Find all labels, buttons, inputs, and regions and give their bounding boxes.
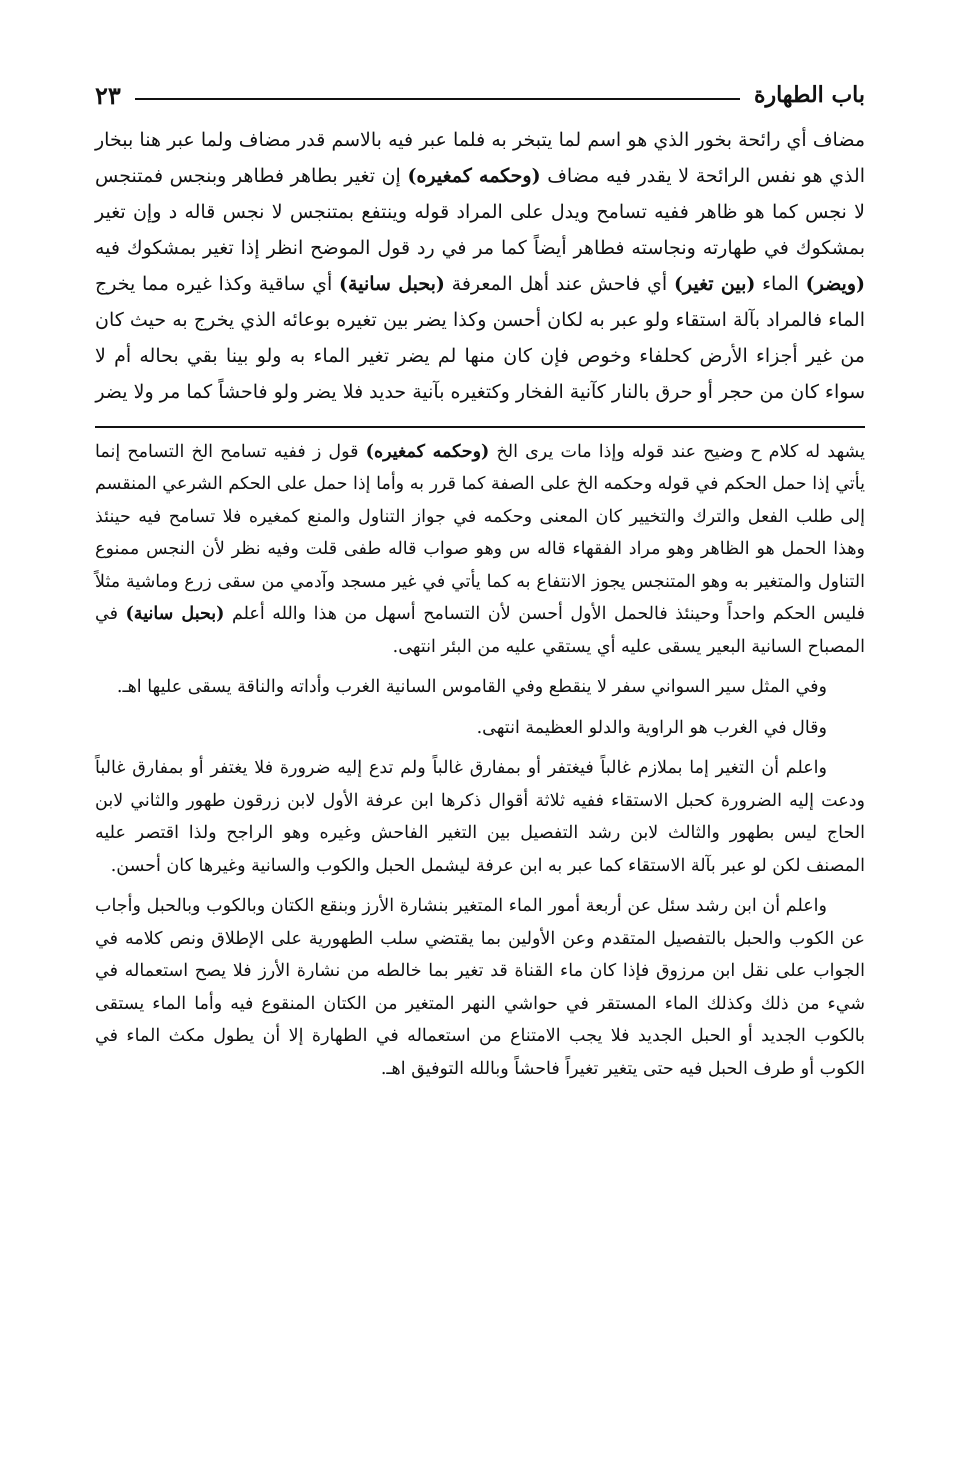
- text-segment: يشهد له كلام ح وضيح عند قوله وإذا مات يرى الخ: [489, 441, 865, 462]
- page-number: ٢٣: [95, 80, 121, 110]
- text-segment: قول ز ففيه تسامح الخ التسامح إنما يأتي إذا حمل الحكم في قوله وحكمه الخ على الصفة كما قرر به وأما إذا حمل على الحكم الشرعي المنقسم إلى طلب الفعل والترك والتخيير كان المعنى وحكمه في جواز التناول والمنع كمغيره فلا تسامح فيه حينئذ وهذا الحمل هو الظاهر وهو مراد الفقهاء قاله س وهو صواب قاله طفى قلت وفيه نظر لأن النجس ممنوع التناول والمتغير به وهو المتنجس يجوز الانتفاع به كما يأتي في غير مسجد وآدمي من سقى زرع وماشية مثلاً فليس الحكم واحداً وحينئذ فالحمل الأول أحسن لأن التسامح أسهل من هذا والله أعلم: [95, 441, 866, 625]
- book-page: [95, 78, 865, 1093]
- footnote-paragraph: واعلم أن ابن رشد سئل عن أربعة أمور الماء المتغير بنشارة الأرز وبنقع الكتان وبالكوب وبالحبل وأجاب عن الكوب والحبل بالتفصيل المتقدم وعن الأولين بما يقتضي سلب الطهورية على الإطلاق ونص كلامه في الجواب على نقل ابن مرزوق فإذا كان ماء القناة قد تغير بما خالطه من نشارة الأرز فلا يصح استعماله في شيء من ذلك وكذلك الماء المستقر في حواشي النهر المتغير من الكتان المنقوع فيه وأما الماء يستقى بالكوب الجديد أو الحبل الجديد فلا يجب الامتناع من استعماله في الطهارة إلا أن يطول مكث الماء في الكوب أو طرف الحبل فيه حتى يتغير تغيراً فاحشاً وبالله التوفيق اهـ.: [95, 896, 865, 1079]
- text-segment: إن تغير بطاهر فطاهر وبنجس فمتنجس لا نجس كما هو ظاهر ففيه تسامح ويدل على المراد قوله وينتفع بمتنجس لا نجس قاله د وإن تغير بمشكوك في طهارته ونجاسته فطاهر أيضاً كما مر في رد قول الموضح انظر إذا تغير بمشكوك فيه: [95, 165, 865, 259]
- chapter-title: باب الطهارة: [753, 82, 865, 108]
- text-segment: أي ساقية وكذا غيره مما يخرج الماء فالمراد بآلة استقاء ولو عبر به لكان أحسن وكذا يضر بين تغيره بوعائه الذي يخرج به حيث كان من غير أجزاء الأرض كحلفاء وخوص فإن كان منها لم يضر تغير الماء به ولو بينا بقي بحاله أم لا سواء كان من حجر أو حرق بالنار كآنية الفخار وكتغيره بآنية حديد فلا يضر ولو فاحشاً كما مر ولا يضر: [95, 273, 865, 403]
- text-segment: مضاف أي رائحة بخور الذي هو اسم لما يتبخر به فلما عبر فيه بالاسم قدر مضاف ولما عبر هنا ببخار الذي هو نفس الرائحة لا يقدر فيه مضاف: [95, 129, 865, 187]
- matn-phrase: (وحكمه كمغيره): [365, 441, 490, 462]
- text-segment: في المصباح السانية البعير يسقى عليه أي يستقي عليه من البئر انتهى.: [95, 604, 865, 657]
- matn-phrase: (بين تغير): [673, 273, 756, 295]
- footnote-paragraph: وفي المثل سير السواني سفر لا ينقطع وفي القاموس السانية الغرب وأداته والناقة يسقى عليها اهـ.: [116, 677, 827, 698]
- footnote-paragraph: وقال في الغرب هو الراوية والدلو العظيمة انتهى.: [476, 717, 827, 738]
- matn-phrase: (وحكمه كمغيره): [407, 165, 541, 187]
- main-paragraph: [95, 122, 865, 410]
- footnotes: [95, 436, 865, 1086]
- footnote-paragraph: [95, 436, 865, 664]
- text-segment: أي فاحش عند أهل المعرفة: [444, 273, 674, 295]
- running-header: [95, 78, 865, 112]
- footnote-separator: [95, 426, 865, 428]
- matn-phrase: (بحبل سانية): [125, 604, 225, 625]
- footnote-paragraph: واعلم أن التغير إما بملازم غالباً فيغتفر أو بمفارق غالباً ولم تدع إليه ضرورة فلا يغتفر أو بمفارق غالباً ودعت إليه الضرورة كحبل الاستقاء ففيه ثلاثة أقوال ذكرها ابن عرفة الأول لابن زرقون طهور والثاني لابن الحاج ليس بطهور والثالث لابن رشد التفصيل بين التغير الفاحش وغيره وهو الراجح ولذا اقتصر عليه المصنف لكن لو عبر بآلة الاستقاء كما عبر به ابن عرفة ليشمل الحبل والكوب والسانية وغيرها كان أحسن.: [95, 758, 865, 876]
- text-segment: الماء: [755, 273, 806, 295]
- main-text: [95, 122, 865, 410]
- matn-phrase: (ويضر): [805, 273, 866, 295]
- matn-phrase: (بحبل سانية): [339, 273, 445, 295]
- header-rule: [135, 98, 740, 100]
